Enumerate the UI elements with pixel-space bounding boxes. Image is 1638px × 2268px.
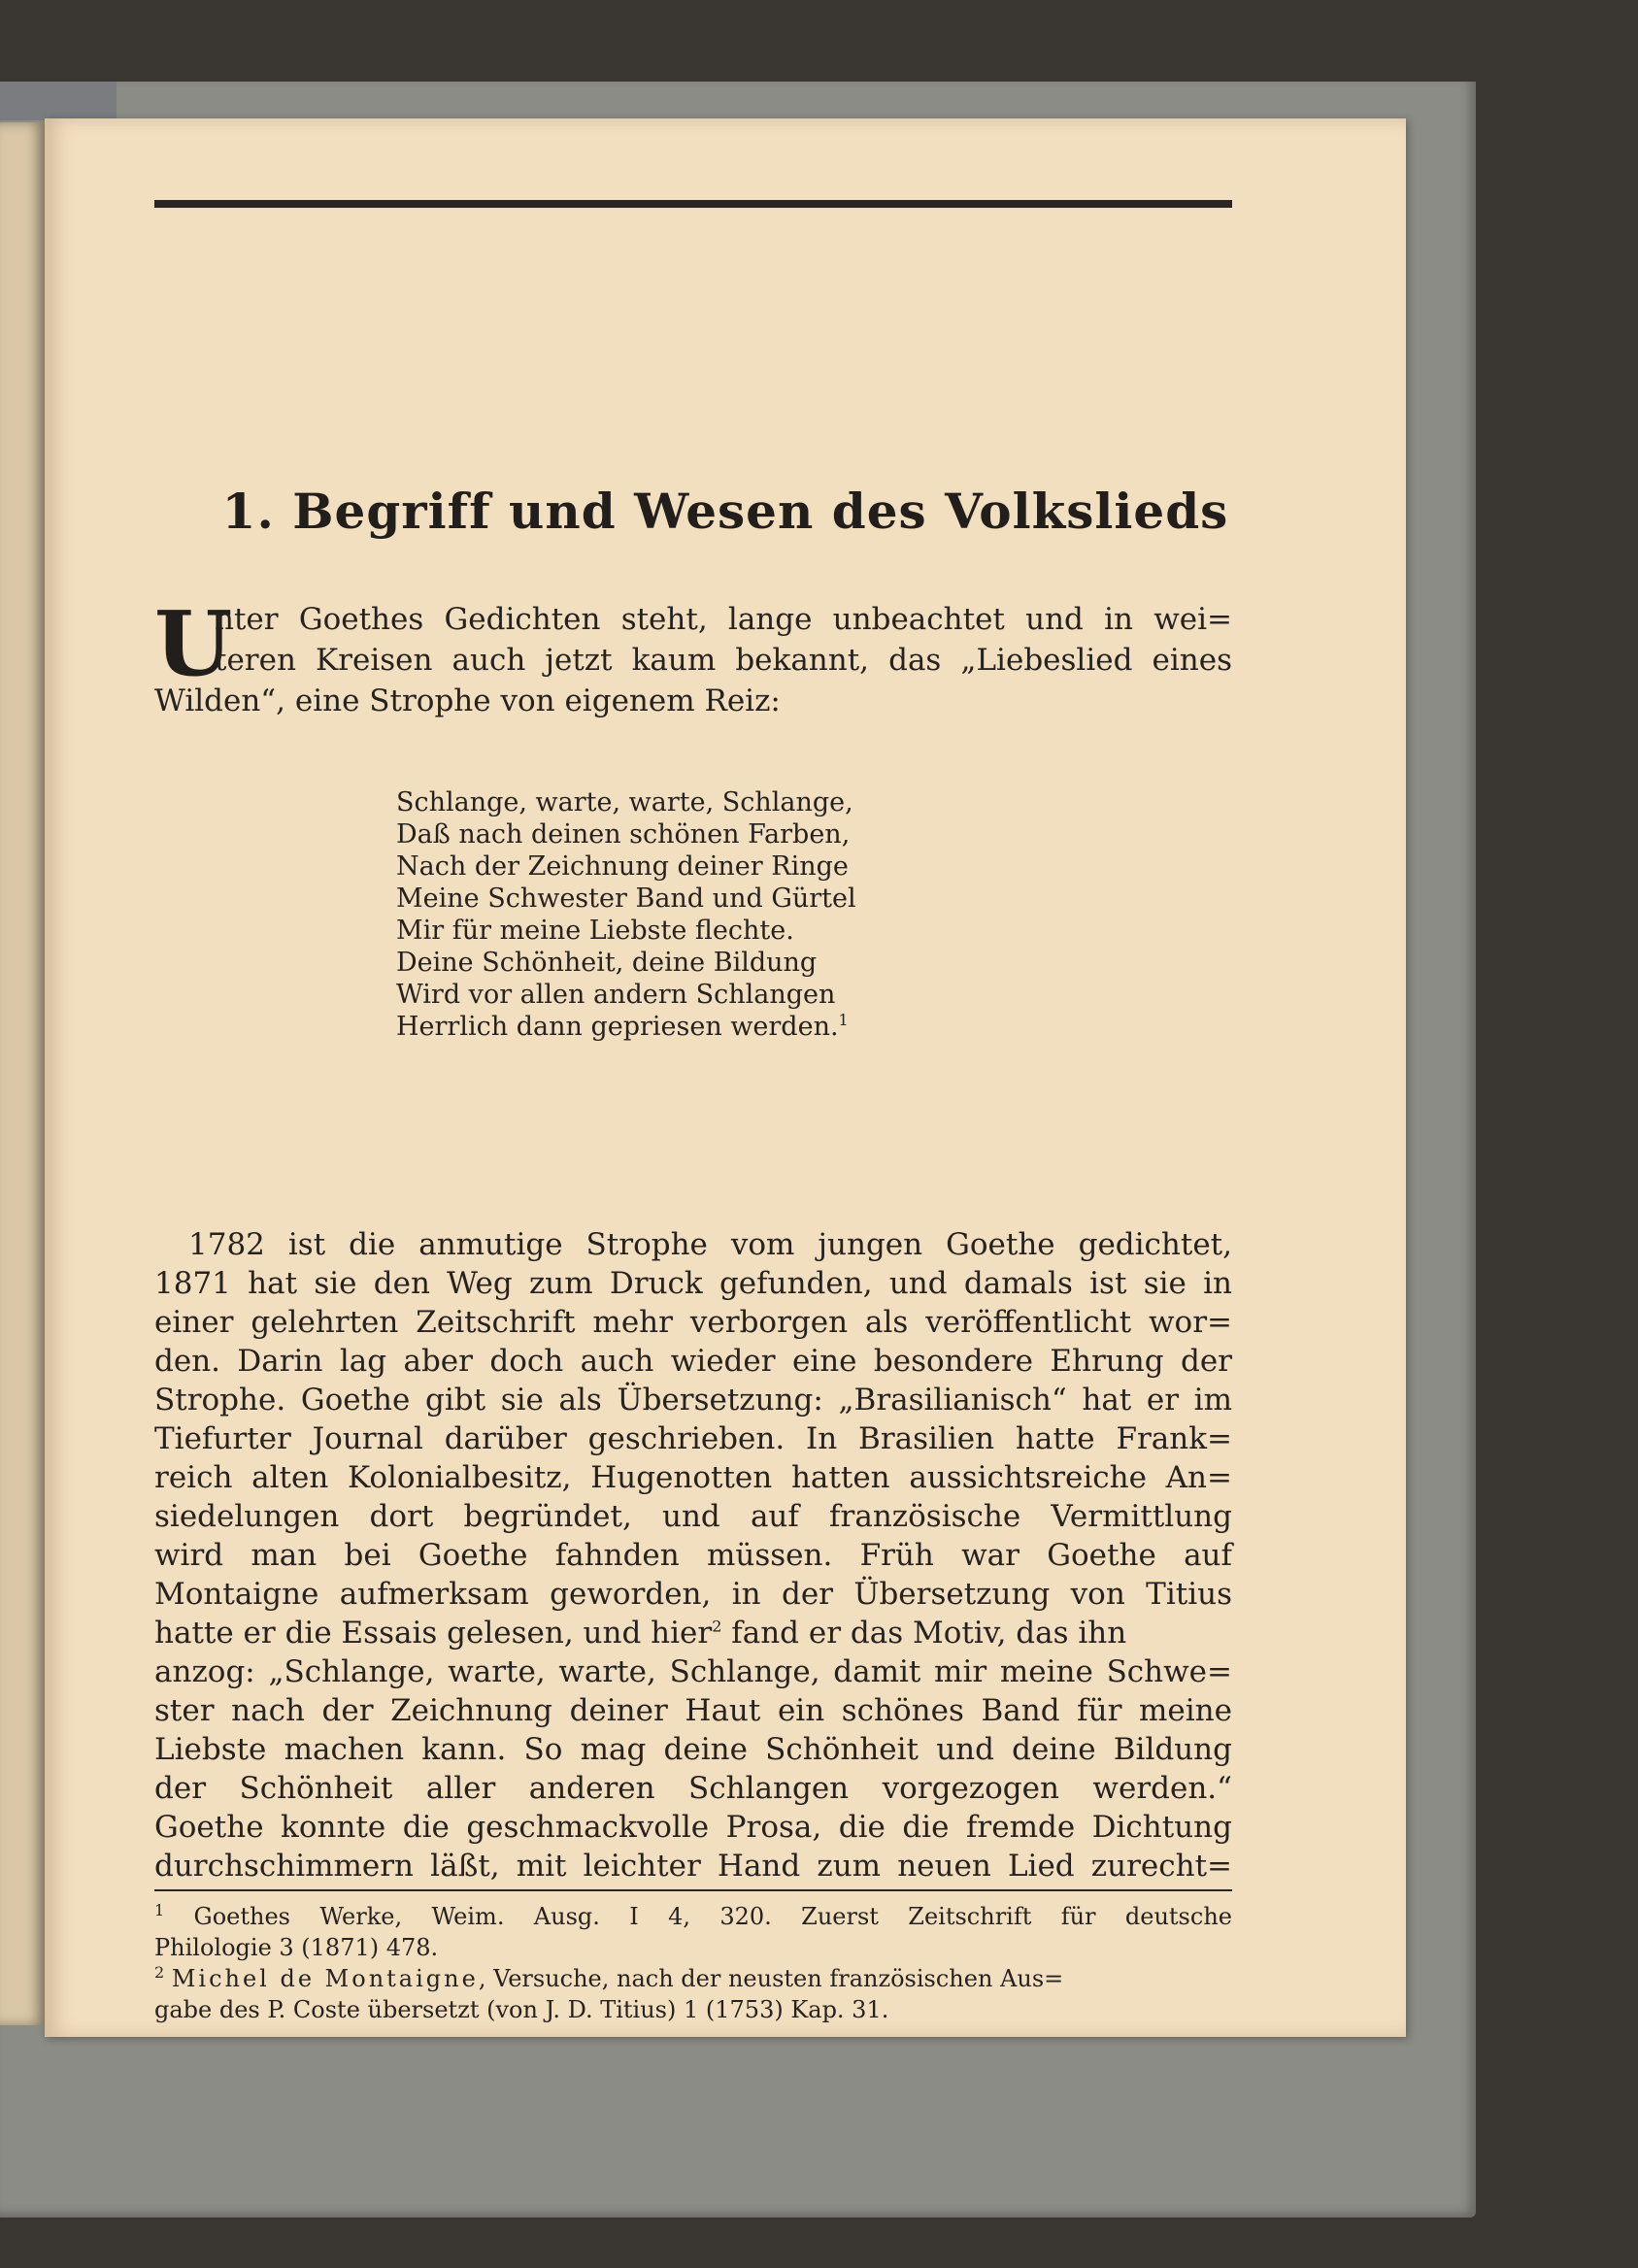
footnote-ref-1[interactable]: 1 [838, 1011, 849, 1029]
body-line: anzog: „Schlange, warte, warte, Schlange, damit mir meine Schwe= [154, 1654, 1232, 1689]
body-line: 1871 hat sie den Weg zum Druck gefunden, und damals ist sie in [154, 1266, 1232, 1301]
poem-block [396, 786, 979, 1043]
body-line: siedelungen dort begründet, und auf französische Vermittlung [154, 1499, 1232, 1534]
footnote-2-author: Michel de Montaigne [171, 1965, 479, 1992]
body-line: wird man bei Goethe fahnden müssen. Früh war Goethe auf [154, 1538, 1232, 1573]
footnote-1-cont: Philologie 3 (1871) 478. [154, 1934, 439, 1961]
footnote-ref-2[interactable]: 2 [712, 1617, 722, 1636]
chapter-title: 1. Begriff und Wesen des Volkslieds [221, 483, 1229, 540]
intro-line-2-text: teren Kreisen auch jetzt kaum bekannt, das „Liebeslied eines [215, 643, 1232, 678]
poem-line: Wird vor allen andern Schlangen [396, 980, 836, 1010]
footnote-2-mark: 2 [154, 1963, 165, 1982]
intro-line-3 [154, 681, 1232, 721]
body-line-with-footnote [154, 1614, 1232, 1652]
book-spine [0, 82, 117, 120]
poem-line: Meine Schwester Band und Gürtel [396, 884, 856, 914]
intro-line-1-text: nter Goethes Gedichten steht, lange unbeachtet und in wei= [215, 602, 1232, 637]
footnote-2-text: , Versuche, nach der neusten französischen Aus= [478, 1965, 1064, 1992]
body-line: 1782 ist die anmutige Strophe vom jungen Goethe gedichtet, [188, 1227, 1232, 1262]
footnote-2 [154, 1963, 1232, 1994]
poem-line: Daß nach deinen schönen Farben, [396, 819, 851, 850]
body-line: der Schönheit aller anderen Schlangen vorgezogen werden.“ [154, 1771, 1232, 1806]
body-line: Liebste machen kann. So mag deine Schönheit und deine Bildung [154, 1732, 1232, 1767]
book-page [45, 118, 1406, 2037]
body-line: ster nach der Zeichnung deiner Haut ein schönes Band für meine [154, 1693, 1232, 1728]
body-line-11-start: hatte er die Essais gelesen, und hier [154, 1616, 713, 1651]
intro-paragraph [154, 591, 1232, 725]
previous-page-edge [0, 122, 45, 2025]
drop-cap: U [154, 591, 233, 696]
intro-line-2 [215, 640, 1232, 681]
footnote-2-cont: gabe des P. Coste übersetzt (von J. D. Titius) 1 (1753) Kap. 31. [154, 1996, 889, 2023]
footnote-1-mark: 1 [154, 1901, 165, 1919]
poem-line-last-text: Herrlich dann gepriesen werden. [396, 1012, 839, 1042]
footnote-rule [154, 1889, 1232, 1891]
body-line: Montaigne aufmerksam geworden, in der Übersetzung von Titius [154, 1577, 1232, 1612]
body-line: Strophe. Goethe gibt sie als Übersetzung: „Brasilianisch“ hat er im [154, 1383, 1232, 1418]
body-line: reich alten Kolonialbesitz, Hugenotten hatten aussichtsreiche An= [154, 1460, 1232, 1495]
intro-line-1 [215, 599, 1232, 640]
body-line-11-end: fand er das Motiv, das ihn [721, 1616, 1127, 1651]
footnote-1 [154, 1901, 1232, 1932]
body-line: Tiefurter Journal darüber geschrieben. In Brasilien hatte Frank= [154, 1421, 1232, 1456]
body-line: einer gelehrten Zeitschrift mehr verborgen als veröffentlicht wor= [154, 1305, 1232, 1340]
poem-line: Mir für meine Liebste flechte. [396, 916, 794, 946]
body-line: den. Darin lag aber doch auch wieder eine besondere Ehrung der [154, 1344, 1232, 1379]
poem-line: Schlange, warte, warte, Schlange, [396, 787, 853, 817]
poem-line: Deine Schönheit, deine Bildung [396, 948, 818, 978]
body-line: Goethe konnte die geschmackvolle Prosa, die die fremde Dichtung [154, 1810, 1232, 1845]
intro-line-3-text: Wilden“, eine Strophe von eigenem Reiz: [154, 684, 781, 718]
poem-line: Nach der Zeichnung deiner Ringe [396, 851, 849, 882]
footnote-1-text: Goethes Werke, Weim. Ausg. I 4, 320. Zuerst Zeitschrift für deutsche [193, 1903, 1232, 1930]
header-rule [154, 200, 1232, 208]
poem-line-last [396, 1011, 979, 1043]
body-line: durchschimmern läßt, mit leichter Hand zum neuen Lied zurecht= [154, 1849, 1232, 1884]
